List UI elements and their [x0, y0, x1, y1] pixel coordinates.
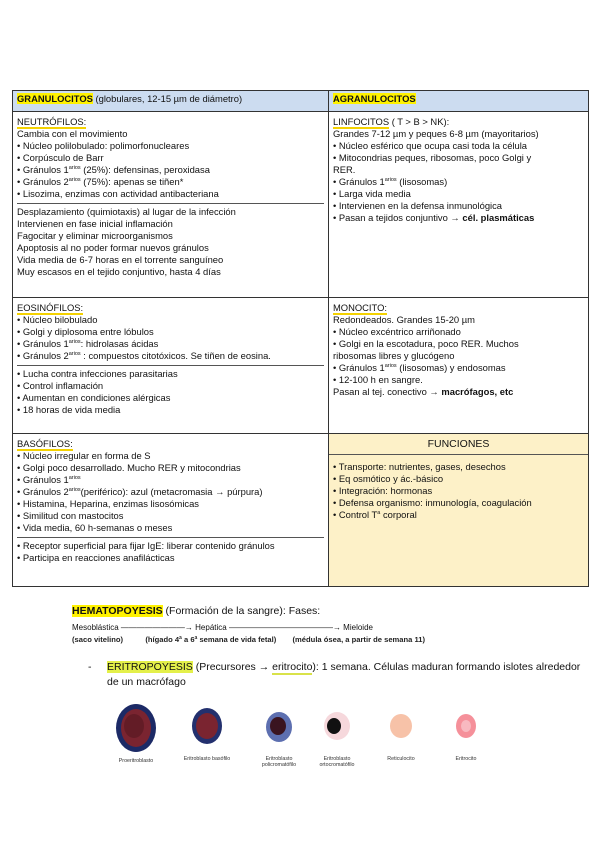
eritroblasto-policromatofilo-cell-image	[264, 710, 294, 744]
basofilos-line: • Núcleo irregular en forma de S	[17, 450, 151, 461]
hematopoyesis-phases	[72, 623, 572, 632]
eritrocito-cell-image	[454, 712, 478, 740]
neutrofilos-line: Vida media de 6-7 horas en el torrente sanguíneo	[17, 254, 224, 265]
neutrofilos-line: • Corpúsculo de Barr	[17, 152, 104, 163]
granulocitos-subtitle: (globulares, 12-15 µm de diámetro)	[92, 93, 243, 104]
cell-label: Eritroblasto basófilo	[183, 756, 231, 762]
hematopoyesis-title-rest: (Formación de la sangre): Fases:	[162, 605, 321, 617]
phase-note-3: (médula ósea, a partir de semana 11)	[292, 635, 426, 644]
funciones-line: • Transporte: nutrientes, gases, desechos	[333, 461, 506, 472]
divider	[17, 365, 324, 366]
neutrofilos-line: Desplazamiento (quimiotaxis) al lugar de la infección	[17, 206, 236, 217]
cell-label: Proeritroblasto	[118, 758, 154, 764]
neutrofilos-line: • Núcleo polilobulado: polimorfonucleares	[17, 140, 190, 151]
funciones-line: • Integración: hormonas	[333, 485, 433, 496]
basofilos-line: • Participa en reacciones anafilácticas	[17, 552, 175, 563]
cell-label: Eritroblasto policromatófilo	[261, 756, 297, 768]
monocito-granulos-1: • Gránulos $1^{arios}$ (lisosomas) y endosomas	[333, 362, 506, 373]
neutrofilos-line: Intervienen en fase inicial inflamación	[17, 218, 173, 229]
leukocyte-table	[12, 90, 589, 587]
monocito-line: • 12-100 h en sangre.	[333, 374, 423, 385]
linfocitos-line: • Núcleo esférico que ocupa casi toda la célula	[333, 140, 528, 151]
cell-label: Reticulocito	[387, 756, 415, 762]
linfocitos-line: Grandes 7-12 µm y peques 6-8 µm (mayoritarios)	[333, 128, 539, 139]
linfocitos-title: LINFOCITOS	[333, 116, 390, 127]
linfocitos-granulos-1: • Gránulos $1^{arios}$ (lisosomas)	[333, 176, 448, 187]
basofilos-line: • Similitud con mastocitos	[17, 510, 124, 521]
linfocitos-last: • Pasan a tejidos conjuntivo → cél. plasmáticas	[333, 212, 535, 223]
agranulocitos-header	[329, 91, 589, 112]
neutrofilos-granulos-1: • Gránulos $1^{arios}$ (25%): defensinas, peroxidasa	[17, 164, 210, 175]
monocito-cell	[329, 298, 589, 434]
cell-label: Eritroblasto ortocromatófilo	[319, 756, 355, 768]
erythropoiesis-cells	[108, 702, 508, 782]
monocito-line: • Golgi en la escotadura, poco RER. Muchos	[333, 338, 519, 349]
eosinofilos-line: • Lucha contra infecciones parasitarias	[17, 368, 178, 379]
phase-mieloide: Mieloide	[343, 623, 373, 632]
funciones-line: • Defensa organismo: inmunología, coagulación	[333, 497, 532, 508]
basofilos-line: • Receptor superficial para fijar IgE: liberar contenido gránulos	[17, 540, 275, 551]
neutrofilos-line: Muy escasos en el tejido conjuntivo, hasta 4 días	[17, 266, 221, 277]
monocito-title: MONOCITO:	[333, 302, 387, 313]
basofilos-granulos-1: • Gránulos $1^{arios}$	[17, 474, 81, 485]
divider	[17, 203, 324, 204]
eritropoyesis-item: - ERITROPOYESIS (Precursores → eritrocito): 1 semana. Células maduran formando islotes alrededor de un macrófago	[88, 661, 581, 688]
linfocitos-line: • Intervienen en la defensa inmunológica	[333, 200, 503, 211]
funciones-cell	[329, 434, 589, 587]
hematopoyesis-section	[72, 605, 572, 644]
phase-hepatica: Hepática	[195, 623, 227, 632]
reticulocito-cell-image	[388, 712, 414, 740]
basofilos-title: BASÓFILOS:	[17, 438, 73, 449]
linfocitos-title-rest: ( T > B > NK):	[389, 116, 450, 127]
hematopoyesis-phase-notes	[72, 635, 572, 644]
monocito-line: ribosomas libres y glucógeno	[333, 350, 455, 361]
monocito-line: Redondeados. Grandes 15-20 µm	[333, 314, 475, 325]
linfocitos-cell	[329, 112, 589, 298]
neutrofilos-title: NEUTRÓFILOS:	[17, 116, 87, 127]
eosinofilos-granulos-1: • Gránulos $1^{arios}$: hidrolasas ácidas	[17, 338, 159, 349]
eritroblasto-basofilo-cell-image	[190, 706, 224, 746]
granulocitos-header	[13, 91, 329, 112]
eosinofilos-cell	[13, 298, 329, 434]
neutrofilos-cell	[13, 112, 329, 298]
eosinofilos-granulos-2: • Gránulos $2^{arios}$ : compuestos citotóxicos. Se tiñen de eosina.	[17, 350, 271, 361]
agranulocitos-title: AGRANULOCITOS	[333, 93, 416, 104]
cell-label: Eritrocito	[455, 756, 477, 762]
neutrofilos-granulos-2: • Gránulos $2^{arios}$ (75%): apenas se tiñen*	[17, 176, 184, 187]
eosinofilos-line: • Aumentan en condiciones alérgicas	[17, 392, 171, 403]
linfocitos-line: • Mitocondrias peques, ribosomas, poco Golgi y	[333, 152, 532, 163]
neutrofilos-line: Apoptosis al no poder formar nuevos gránulos	[17, 242, 209, 253]
monocito-last: Pasan al tej. conectivo → macrófagos, etc	[333, 386, 514, 397]
divider	[17, 537, 324, 538]
basofilos-granulos-2: • Gránulos $2^{arios}(periférico)$: azul (metacromasia → púrpura)	[17, 486, 263, 497]
linfocitos-line: • Larga vida media	[333, 188, 411, 199]
eritropoyesis-title: ERITROPOYESIS	[107, 661, 193, 673]
basofilos-line: • Golgi poco desarrollado. Mucho RER y mitocondrias	[17, 462, 241, 473]
neutrofilos-line: Fagocitar y eliminar microorganismos	[17, 230, 173, 241]
eosinofilos-title: EOSINÓFILOS:	[17, 302, 84, 313]
eritrocito-underlined: eritrocito	[272, 661, 313, 673]
funciones-line: • Eq osmótico y ác.-básico	[333, 473, 444, 484]
basofilos-line: • Histamina, Heparina, enzimas lisosómicas	[17, 498, 199, 509]
basofilos-line: • Vida media, 60 h-semanas o meses	[17, 522, 173, 533]
funciones-last: • Control $T^a$ corporal	[333, 509, 417, 520]
list-dash: -	[88, 661, 92, 673]
basofilos-cell	[13, 434, 329, 587]
granulocitos-title: GRANULOCITOS	[17, 93, 93, 104]
eritroblasto-ortocromatofilo-cell-image	[322, 710, 352, 742]
phase-note-1: (saco vitelino)	[72, 635, 124, 644]
phase-note-2: (hígado 4ª a 6ª semana de vida fetal)	[145, 635, 277, 644]
eosinofilos-line: • 18 horas de vida media	[17, 404, 121, 415]
funciones-title: FUNCIONES	[329, 434, 588, 455]
eosinofilos-line: • Golgi y diplosoma entre lóbulos	[17, 326, 154, 337]
linfocitos-line: RER.	[333, 164, 356, 175]
phase-arrow: ————————→	[118, 623, 196, 632]
phase-arrow: —————————————→	[226, 623, 344, 632]
phase-mesoblastica: Mesoblástica	[72, 623, 119, 632]
monocito-line: • Núcleo excéntrico arriñonado	[333, 326, 461, 337]
eosinofilos-line: • Núcleo bilobulado	[17, 314, 98, 325]
proeritroblasto-cell-image	[114, 702, 158, 754]
hematopoyesis-title: HEMATOPOYESIS	[72, 605, 163, 617]
neutrofilos-line: Cambia con el movimiento	[17, 128, 128, 139]
neutrofilos-line: • Lisozima, enzimas con actividad antibacteriana	[17, 188, 219, 199]
eosinofilos-line: • Control inflamación	[17, 380, 104, 391]
